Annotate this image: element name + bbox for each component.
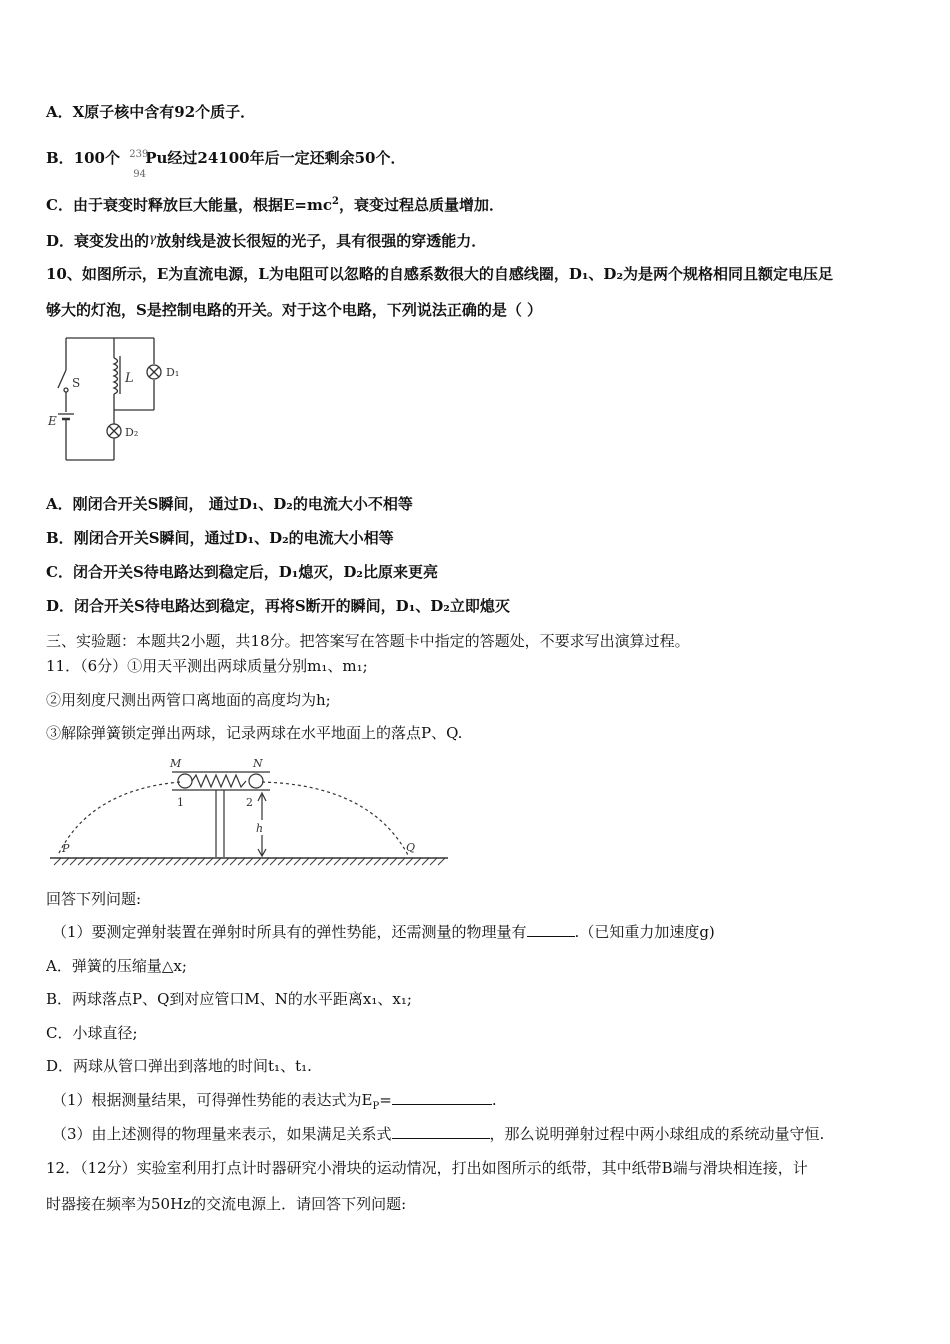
option-text-post: 经过24100年后一定还剩余50个．: [167, 149, 406, 167]
label-s: S: [72, 376, 81, 390]
trajectory-right: [262, 782, 408, 855]
q10-stem-line2: 够大的灯泡，S是控制电路的开关。对于这个电路，下列说法正确的是（ ）: [46, 301, 543, 319]
superscript: 2: [331, 196, 339, 207]
trajectory-left: [58, 782, 180, 855]
q9-option-b: [46, 148, 406, 180]
section3-heading: 三、实验题：本题共2小题，共18分。把答案写在答题卡中指定的答题处，不要求写出演算过程。: [46, 632, 690, 650]
answer-blank-3[interactable]: [392, 1124, 490, 1139]
label-p: P: [62, 842, 70, 855]
option-text-pre: 衰变发出的: [74, 232, 150, 250]
ball-2: [249, 774, 263, 788]
q11-sub2: [52, 1090, 497, 1110]
label-m: M: [170, 757, 182, 770]
atomic-number: 94: [133, 169, 146, 180]
spring: [192, 775, 246, 787]
label-2: 2: [246, 796, 253, 809]
label-h: h: [256, 822, 264, 835]
q9-option-a: [46, 102, 255, 122]
sub1-text-post: .（已知重力加速度g): [574, 923, 715, 941]
q12-line1: 12．（12分）实验室利用打点计时器研究小滑块的运动情况，打出如图所示的纸带，其中纸带B端与滑块相连接，计: [46, 1159, 808, 1177]
option-label: B．: [46, 149, 74, 167]
element-symbol: Pu: [145, 149, 168, 167]
option-text: X原子核中含有92个质子．: [72, 103, 256, 121]
switch-blade: [58, 370, 66, 388]
option-text-post: ，衰变过程总质量增加．: [338, 196, 504, 214]
circuit-diagram: [40, 330, 200, 465]
q11-choice-a: A．弹簧的压缩量△x;: [46, 957, 187, 975]
q11-line1: 11．（6分）①用天平测出两球质量分别m₁、m₁;: [46, 657, 368, 675]
option-label: A．: [46, 495, 73, 513]
sub1-text-pre: （1）要测定弹射装置在弹射时所具有的弹性势能，还需测量的物理量有: [52, 923, 527, 941]
label-l: L: [125, 371, 134, 386]
mass-number: 239: [129, 149, 149, 160]
sub3-text-pre: （3）由上述测得的物理量来表示，如果满足关系式: [52, 1125, 392, 1143]
answer-blank-1[interactable]: [527, 922, 575, 937]
label-1: 1: [177, 796, 184, 809]
q11-choice-b: B．两球落点P、Q到对应管口M、N的水平距离x₁、x₁;: [46, 990, 412, 1008]
q11-line3: ③解除弹簧锁定弹出两球，记录两球在水平地面上的落点P、Q.: [46, 724, 463, 742]
ball-1: [178, 774, 192, 788]
sub2-text-pre: （1）根据测量结果，可得弹性势能的表达式为E: [52, 1091, 373, 1109]
ground-hatching: [54, 858, 445, 865]
inductor-coil: [114, 358, 118, 394]
q11-choice-d: D．两球从管口弹出到落地的时间t₁、t₁.: [46, 1057, 312, 1075]
option-text: 刚闭合开关S瞬间， 通过D₁、D₂的电流大小不相等: [72, 495, 413, 513]
label-d1: D₁: [166, 366, 180, 379]
subscript-p: P: [372, 1101, 380, 1112]
option-text-post: 放射线是波长很短的光子，具有很强的穿透能力．: [156, 232, 487, 250]
q10-option-b: [46, 528, 394, 548]
option-text-pre: 由于衰变时释放巨大能量，根据E=mc: [72, 196, 332, 214]
q12-line2: 时器接在频率为50Hz的交流电源上．请回答下列问题:: [46, 1195, 407, 1213]
q9-option-c: [46, 195, 504, 215]
q11-sub3: [52, 1124, 824, 1144]
option-label: B．: [46, 529, 74, 547]
label-n: N: [253, 757, 263, 770]
option-label: C．: [46, 563, 73, 581]
option-label: D．: [46, 597, 75, 615]
gamma-symbol: γ: [149, 231, 157, 245]
answer-blank-2[interactable]: [392, 1090, 492, 1105]
spring-launcher-figure: [50, 755, 450, 870]
q9-option-d: [46, 228, 486, 251]
option-text: 闭合开关S待电路达到稳定后，D₁熄灭，D₂比原来更亮: [72, 563, 438, 581]
label-q: Q: [406, 841, 416, 854]
option-label: C．: [46, 196, 73, 214]
option-label: A．: [46, 103, 73, 121]
q11-sub1: [52, 922, 715, 942]
q10-stem-line1: 10、如图所示，E为直流电源，L为电阻可以忽略的自感系数很大的自感线圈，D₁、D₂为是两个规格相同且额定电压足: [46, 265, 834, 283]
q11-line2: ②用刻度尺测出两管口离地面的高度均为h;: [46, 691, 331, 709]
q10-option-d: [46, 596, 510, 616]
option-text: 闭合开关S待电路达到稳定，再将S断开的瞬间，D₁、D₂立即熄灭: [74, 597, 510, 615]
q10-option-a: [46, 494, 413, 514]
switch-contact: [64, 388, 68, 392]
option-text-pre: 100个: [73, 149, 120, 167]
sub2-text-post: .: [491, 1091, 497, 1109]
label-d2: D₂: [125, 426, 139, 439]
option-text: 刚闭合开关S瞬间，通过D₁、D₂的电流大小相等: [73, 529, 394, 547]
sub3-text-post: ，那么说明弹射过程中两小球组成的系统动量守恒.: [489, 1125, 825, 1143]
q11-choice-c: C．小球直径;: [46, 1024, 138, 1042]
option-label: D．: [46, 232, 75, 250]
equals-sign: =: [379, 1091, 392, 1109]
q11-answer-heading: 回答下列问题:: [46, 890, 142, 908]
q10-option-c: [46, 562, 438, 582]
label-e: E: [48, 414, 57, 428]
